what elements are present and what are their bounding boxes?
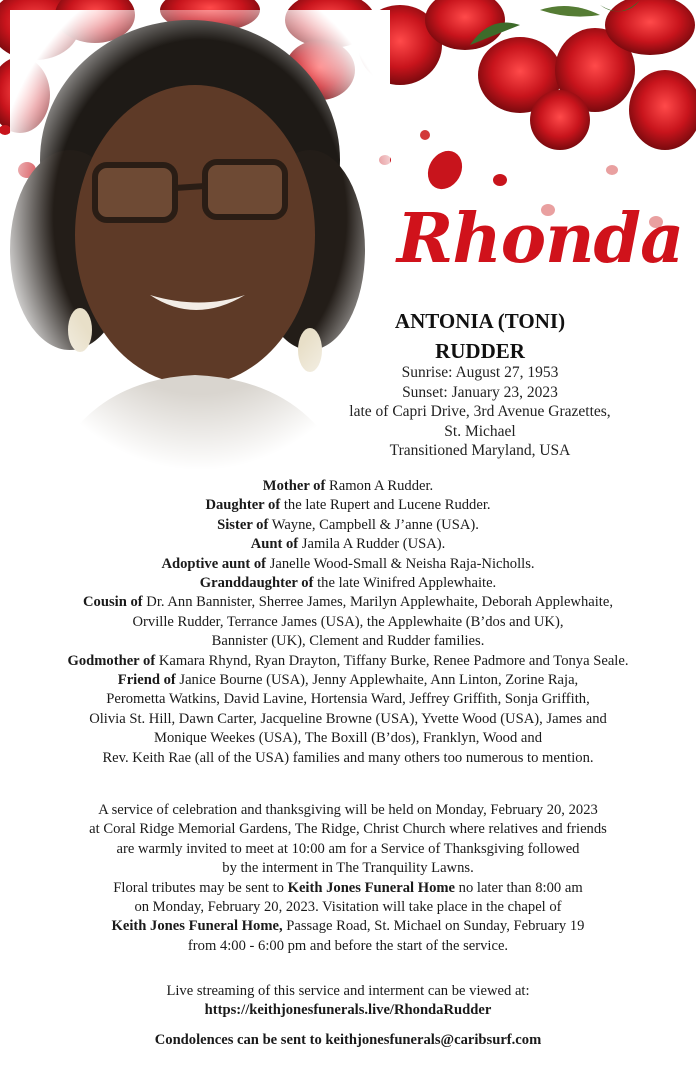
first-name-script: Rhonda (396, 199, 684, 279)
family-relations (10, 477, 686, 768)
relation-line: Daughter of the late Rupert and Lucene Rudder. (205, 497, 491, 514)
sunset-date: Sunset: January 23, 2023 (402, 383, 558, 401)
relation-line: Granddaughter of the late Winifred Applewhaite. (199, 575, 497, 592)
livestream-text: Live streaming of this service and interment can be viewed at: (166, 983, 530, 999)
service-line: on Monday, February 20, 2023. Visitation will take place in the chapel of (134, 899, 562, 916)
relation-line: Friend of Janice Bourne (USA), Jenny Applewhaite, Ann Linton, Zorine Raja, (117, 672, 579, 689)
middle-names: ANTONIA (TONI) (394, 309, 566, 333)
relation-line: Adoptive aunt of Janelle Wood-Small & Neisha Raja-Nicholls. (161, 555, 535, 572)
service-line: from 4:00 - 6:00 pm and before the start of the service. (187, 937, 509, 954)
visitation-line: Keith Jones Funeral Home, Passage Road, St. Michael on Sunday, February 19 (111, 918, 585, 935)
sunrise-date: Sunrise: August 27, 1953 (401, 364, 559, 381)
relation-line: Sister of Wayne, Campbell & J’anne (USA). (217, 516, 479, 533)
relation-line: Cousin of Dr. Ann Bannister, Sherree James, Marilyn Applewhaite, Deborah Applewhaite, (83, 594, 613, 611)
relation-line: Bannister (UK), Clement and Rudder families. (211, 633, 485, 650)
service-line: at Coral Ridge Memorial Gardens, The Ridge, Christ Church where relatives and friends (89, 821, 607, 838)
relation-line: Perometta Watkins, David Lavine, Hortensia Ward, Jeffrey Griffith, Sonja Griffith, (106, 691, 590, 708)
life-details (300, 363, 660, 461)
floral-line: Floral tributes may be sent to Keith Jones Funeral Home no later than 8:00 am (113, 879, 583, 896)
condolences-contact: Condolences can be sent to keithjonesfunerals@caribsurf.com (154, 1032, 542, 1048)
service-line: A service of celebration and thanksgiving will be held on Monday, February 20, 2023 (98, 802, 598, 818)
relation-line: Orville Rudder, Terrance James (USA), the Applewhaite (B’dos and UK), (132, 613, 564, 630)
transitioned-location: Transitioned Maryland, USA (389, 442, 571, 460)
relation-line: Mother of Ramon A Rudder. (262, 478, 434, 494)
service-line: by the interment in The Tranquility Lawns. (222, 860, 474, 877)
relation-line: Rev. Keith Rae (all of the USA) families and many others too numerous to mention. (102, 749, 594, 766)
relation-line: Godmother of Kamara Rhynd, Ryan Drayton, Tiffany Burke, Renee Padmore and Tonya Seale. (67, 652, 629, 669)
residence-line2: St. Michael (444, 422, 516, 440)
surname: RUDDER (435, 339, 525, 363)
relation-line: Monique Weekes (USA), The Boxill (B’dos), Franklyn, Wood and (154, 730, 542, 747)
livestream-url[interactable]: https://keithjonesfunerals.live/RhondaRudder (204, 1002, 492, 1019)
full-name (330, 306, 630, 366)
service-details (10, 801, 686, 956)
service-line: are warmly invited to meet at 10:00 am for a Service of Thanksgiving followed (116, 840, 580, 857)
relation-line: Aunt of Jamila A Rudder (USA). (250, 536, 446, 553)
relation-line: Olivia St. Hill, Dawn Carter, Jacqueline Browne (USA), Yvette Wood (USA), James and (89, 710, 607, 727)
funeral-home-name: Keith Jones Funeral Home (287, 879, 456, 896)
livestream-info (10, 982, 686, 1021)
residence-line1: late of Capri Drive, 3rd Avenue Grazettes, (349, 403, 611, 421)
funeral-home-name: Keith Jones Funeral Home, (111, 918, 283, 935)
